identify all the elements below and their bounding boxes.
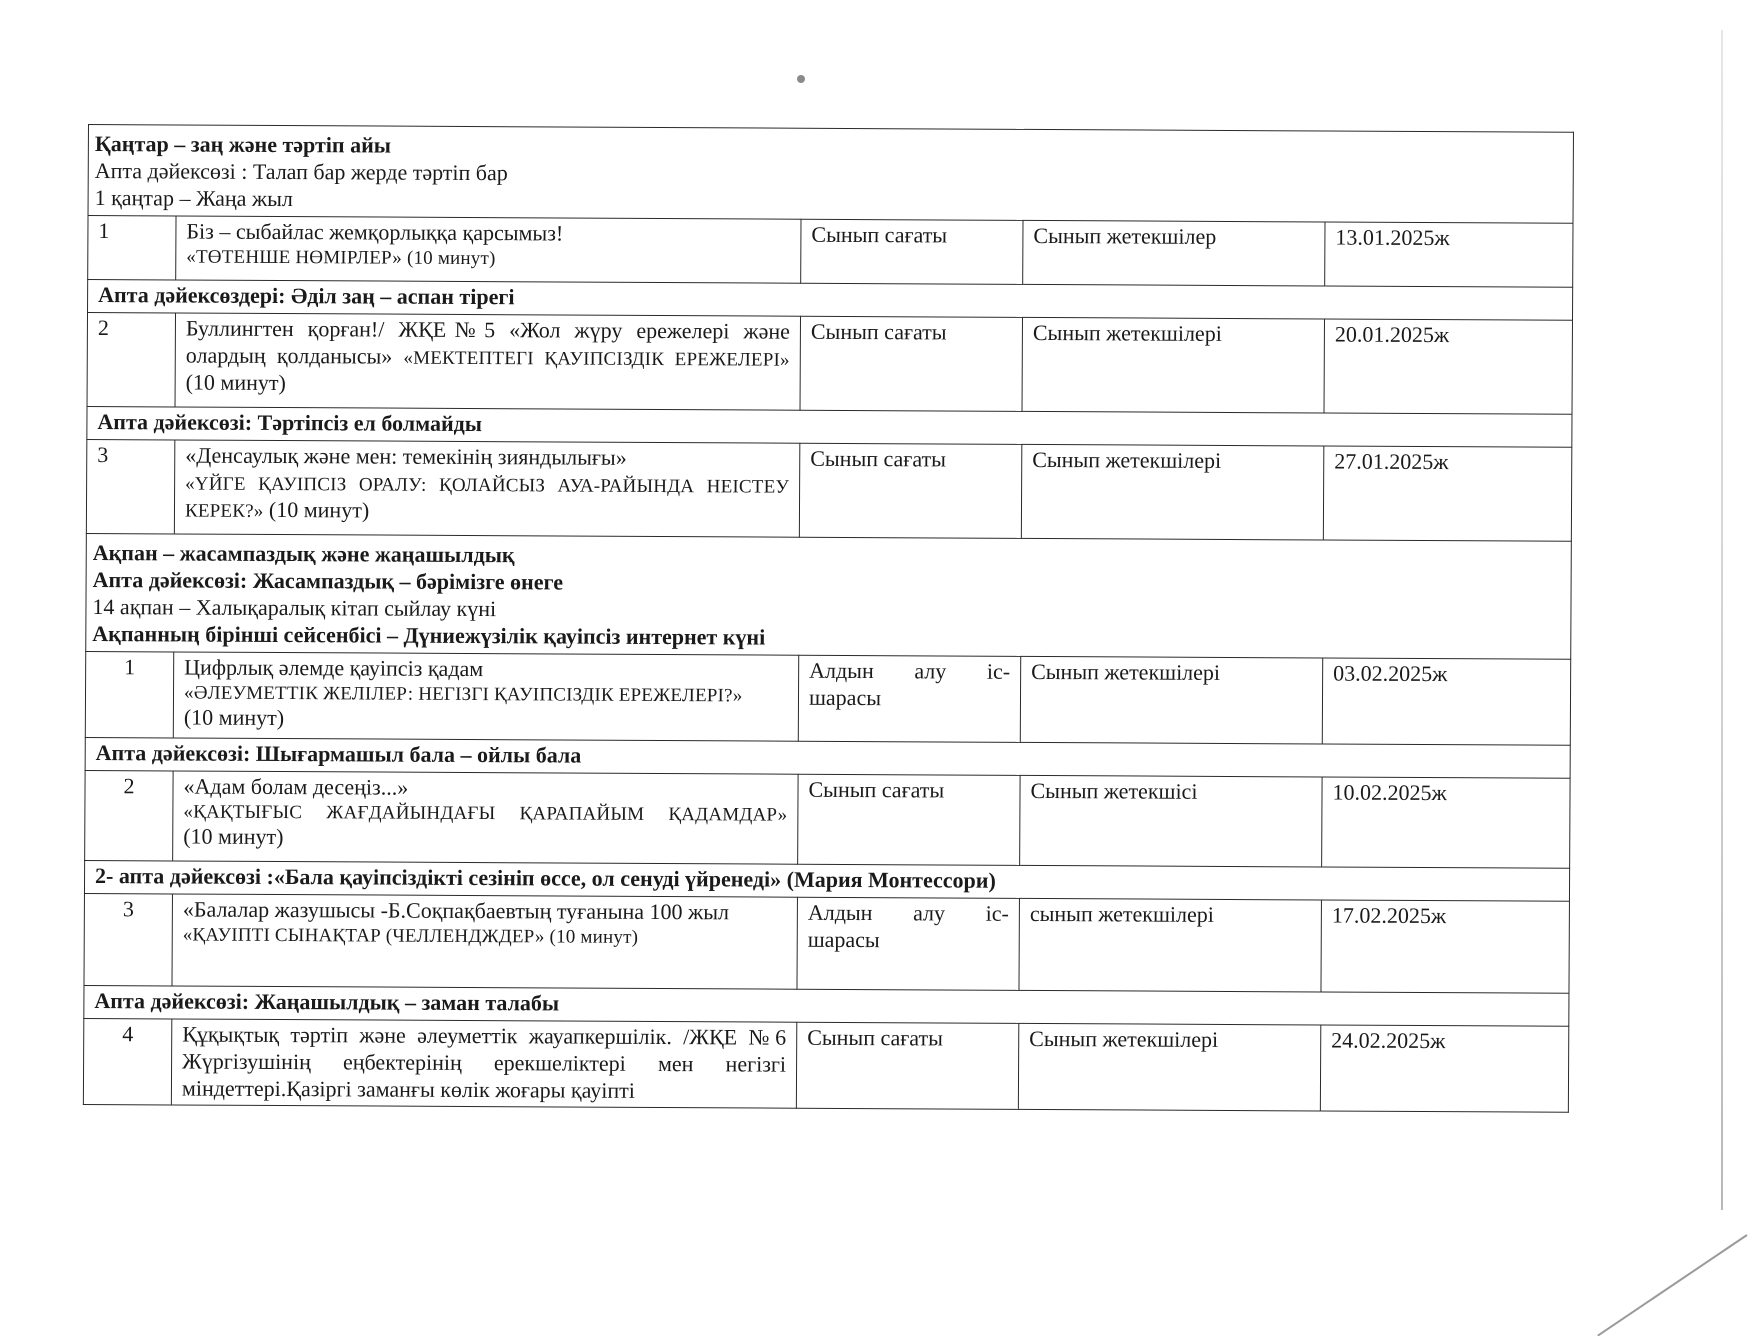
- event-form: Сынып сағаты: [798, 775, 1020, 866]
- internet-day-note: Ақпанның бірінші сейсенбісі – Дүниежүзілік қауіпсіз интернет күні: [92, 620, 766, 650]
- february-header-cell: [86, 534, 1572, 660]
- row-number: 3: [86, 440, 174, 534]
- event-date: 24.02.2025ж: [1320, 1025, 1568, 1113]
- event-responsible: Сынып жетекшісі: [1020, 776, 1322, 868]
- event-topic: [172, 894, 797, 989]
- topic-subtitle: «ҮЙГЕ ҚАУІПСІЗ ОРАЛУ: ҚОЛАЙСЫЗ АУА-РАЙЫНДА НЕІСТЕУ КЕРЕК?»: [184, 473, 790, 522]
- event-responsible: Сынып жетекшілері: [1022, 318, 1324, 414]
- january-header-cell: [88, 125, 1573, 224]
- plan-table: [83, 124, 1574, 1113]
- week-motto: Апта дәйексөзі: Тәртіпсіз ел болмайды: [87, 407, 1572, 448]
- event-date: 20.01.2025ж: [1324, 319, 1573, 414]
- week-motto: Апта дәйексөзі: Жаңашылдық – заман талабы: [84, 986, 1569, 1027]
- scan-page-edge: [1721, 30, 1723, 1210]
- event-form: Сынып сағаты: [796, 1022, 1018, 1110]
- event-topic: [176, 216, 801, 283]
- event-date: 13.01.2025ж: [1325, 222, 1573, 287]
- event-date: 17.02.2025ж: [1321, 900, 1569, 993]
- week-motto: Апта дәйексөзі: Жасампаздық – бәрімізге өнеге: [92, 566, 564, 595]
- event-date: 03.02.2025ж: [1322, 658, 1570, 745]
- row-number: 2: [85, 771, 173, 861]
- week-motto: Апта дәйексөзі: Шығармашыл бала – ойлы бала: [85, 738, 1570, 779]
- event-topic: [174, 440, 799, 537]
- event-form: Сынып сағаты: [799, 443, 1021, 538]
- topic-duration: (10 минут): [183, 823, 284, 850]
- event-responsible: Сынып жетекшілері: [1021, 445, 1323, 541]
- week-motto: Апта дәйексөзі : Талап бар жерде тәртіп бар: [94, 157, 508, 186]
- topic-title: Біз – сыбайлас жемқорлыққа қарсымыз!: [186, 219, 564, 246]
- event-topic: [175, 313, 800, 410]
- topic-subtitle: «ТӨТЕНШЕ НӨМІРЛЕР» (10 минут): [186, 246, 496, 270]
- row-number: 2: [87, 313, 175, 407]
- row-number: 4: [83, 1018, 171, 1105]
- topic-subtitle: «ӘЛЕУМЕТТІК ЖЕЛІЛЕР: НЕГІЗГІ ҚАУІПСІЗДІК ЕРЕЖЕЛЕРІ?»: [183, 682, 743, 707]
- topic-subtitle: «МЕКТЕПТЕГІ ҚАУІПСІЗДІК ЕРЕЖЕЛЕРІ»: [403, 347, 790, 371]
- topic-duration: (10 минут): [185, 369, 286, 396]
- table-row: [86, 440, 1571, 542]
- scan-page-corner: [1597, 1234, 1747, 1336]
- table-row: [87, 313, 1572, 415]
- holiday-note: 1 қаңтар – Жаңа жыл: [94, 184, 293, 211]
- month-title: Ақпан – жасампаздық және жаңашылдық: [92, 540, 515, 568]
- table-row: [85, 771, 1570, 869]
- topic-title: «Денсаулық және мен: темекінің зияндылығы»: [185, 442, 627, 470]
- event-date: 10.02.2025ж: [1322, 777, 1570, 868]
- row-number: 3: [84, 894, 172, 986]
- week-motto: 2- апта дәйексөзі :«Бала қауіпсіздікті сезініп өссе, ол сенуді үйренеді» (Мария Монтессори): [84, 861, 1569, 902]
- topic-duration: (10 минут): [263, 496, 370, 523]
- event-form: Алдын алу іс-шарасы: [798, 656, 1020, 743]
- event-responsible: Сынып жетекшілері: [1020, 657, 1322, 745]
- event-date: 27.01.2025ж: [1323, 446, 1572, 541]
- event-form: Алдын алу іс-шарасы: [797, 897, 1019, 990]
- topic-subtitle: «ҚАҚТЫҒЫС ЖАҒДАЙЫНДАҒЫ ҚАРАПАЙЫМ ҚАДАМДАР»: [183, 801, 788, 826]
- event-form: Сынып сағаты: [800, 317, 1022, 412]
- january-header-row: [88, 125, 1573, 224]
- event-responsible: сынып жетекшілері: [1019, 898, 1321, 992]
- holiday-note: 14 ақпан – Халықаралық кітап сыйлау күні: [92, 593, 497, 621]
- row-number: 1: [88, 216, 176, 280]
- topic-duration: (10 минут): [183, 704, 285, 731]
- table-row: [88, 216, 1573, 288]
- month-title: Қаңтар – заң және тәртіп айы: [94, 131, 392, 158]
- week-motto: Апта дәйексөздері: Әділ заң – аспан тірегі: [88, 280, 1573, 321]
- event-form: Сынып сағаты: [801, 220, 1023, 285]
- event-topic: [173, 652, 798, 741]
- table-row: [85, 652, 1570, 746]
- event-topic: [173, 771, 798, 864]
- event-responsible: Сынып жетекшілері: [1018, 1023, 1320, 1111]
- topic-title: Буллингтен қорған!/ ЖҚЕ№5 «Жол жүру ережелері және олардың қолданысы»: [185, 315, 790, 369]
- february-header-row: [86, 534, 1572, 660]
- topic-title: Цифрлық әлемде қауіпсіз қадам: [184, 654, 484, 682]
- scan-speck: [797, 75, 805, 83]
- topic-title: «Балалар жазушысы -Б.Соқпақбаевтың туғанына 100 жыл: [182, 896, 730, 925]
- event-topic: Құқықтық тәртіп және әлеуметтік жауапкершілік. /ЖҚЕ №6 Жүргізушінің еңбектерінің ерекшеліктері мен негізгі міндеттері.Қазіргі заманғы көлік жоғары қауіпті: [171, 1019, 796, 1109]
- table-row: [84, 894, 1569, 994]
- topic-subtitle: «ҚАУІПТІ СЫНАҚТАР (ЧЕЛЛЕНДЖДЕР» (10 минут): [182, 924, 639, 948]
- table-row: [83, 1018, 1568, 1112]
- topic-title: «Адам болам десеңіз...»: [183, 773, 409, 800]
- event-responsible: Сынып жетекшілер: [1023, 221, 1325, 287]
- row-number: 1: [85, 652, 173, 738]
